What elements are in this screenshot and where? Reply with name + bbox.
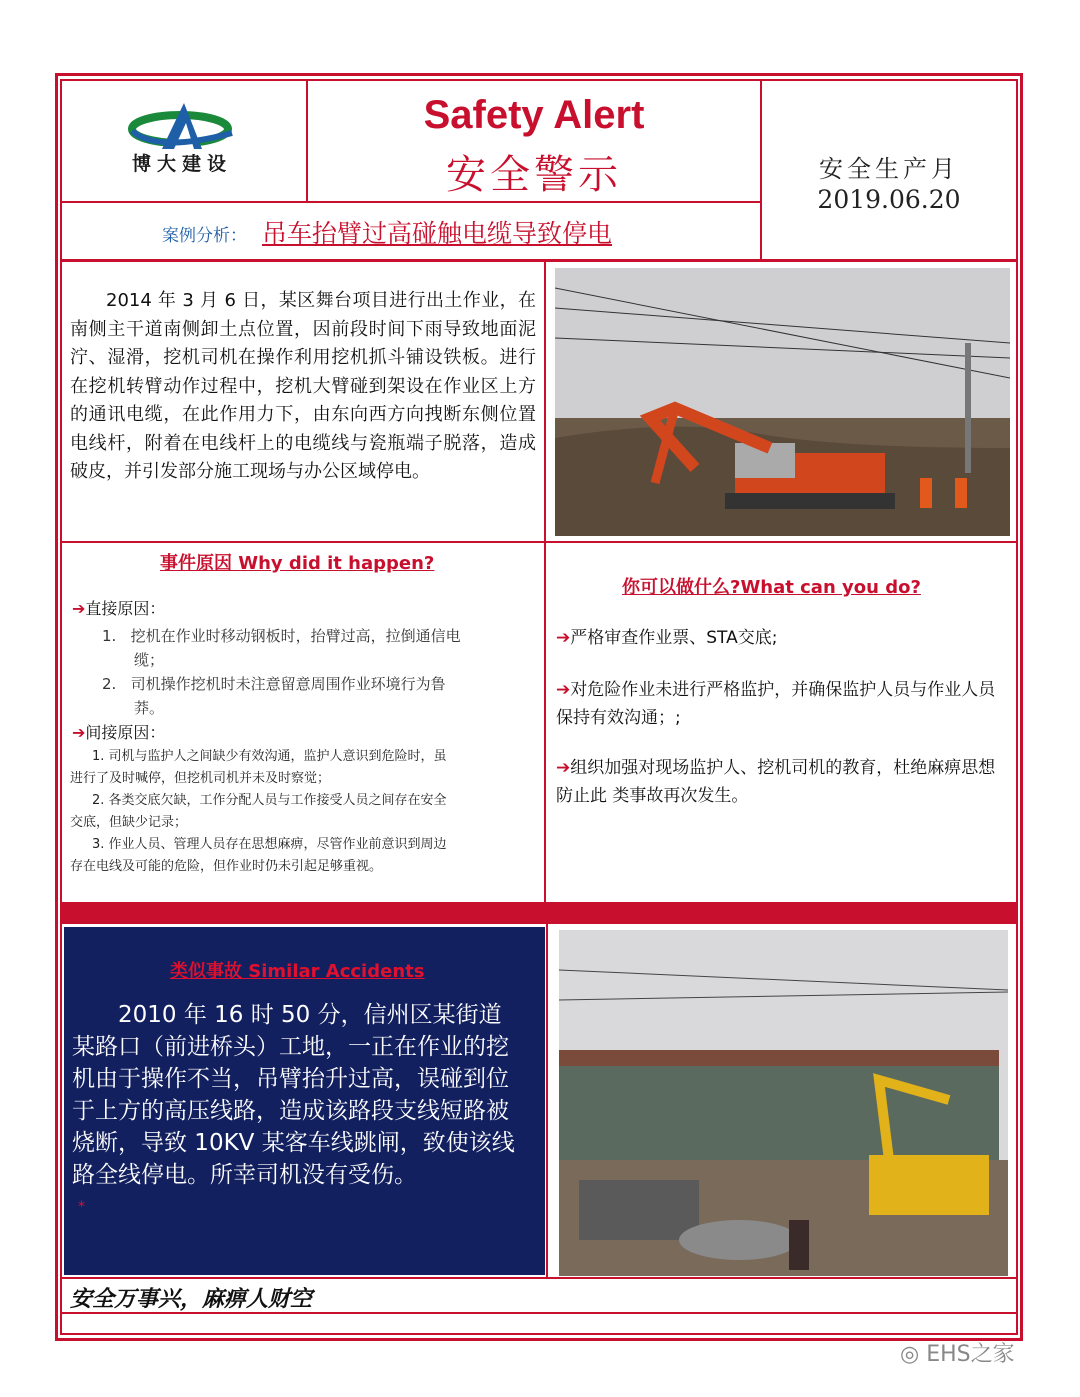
divider (62, 1277, 1016, 1279)
direct-item (102, 624, 461, 672)
similar-accidents-box (64, 927, 545, 1275)
item-text-cont: 莽。 (134, 699, 165, 717)
logo-box (62, 81, 306, 201)
watermark-text: EHS之家 (926, 1342, 1015, 1367)
case-row (62, 203, 760, 259)
direct-cause-heading (72, 596, 165, 619)
month-box (762, 81, 1016, 261)
item-num: 2. (102, 675, 117, 693)
star-mark: * (78, 1199, 85, 1215)
arrow-icon: ➔ (556, 680, 571, 700)
indirect-item (70, 790, 538, 834)
similar-text: 2010 年 16 时 50 分，信州区某街道某路口（前进桥头）工地，一正在作业的挖机由于操作不当，吊臂抬升过高，误碰到位于上方的高压线路，造成该路段支线短路被烧断，导致 10KV 某客车线跳闸，致使该线路全线停电。所幸司机没有受伤。 (72, 1002, 515, 1188)
excavator-photo (555, 268, 1010, 536)
item-line: 进行了及时喊停，但挖机司机并未及时察觉； (70, 771, 331, 786)
construction-site-photo (559, 930, 1008, 1276)
arrow-icon: ➔ (72, 723, 86, 742)
month-label: 安全生产月 (819, 155, 959, 183)
item-line: 1. 司机与监护人之间缺少有效沟通，监护人意识到危险时，虽 (92, 749, 447, 764)
indirect-item (70, 746, 538, 790)
company-logo (62, 81, 306, 201)
similar-title: 类似事故 Similar Accidents (170, 961, 425, 982)
todo-item (556, 624, 1012, 652)
indirect-item (70, 834, 538, 878)
todo-text: 组织加强对现场监护人、挖机司机的教育，杜绝麻痹思想防止此 类事故再次发生。 (556, 758, 996, 806)
todo-title: 你可以做什么?What can you do? (622, 577, 921, 598)
why-title: 事件原因 Why did it happen? (160, 553, 435, 574)
title-en: Safety Alert (423, 93, 645, 137)
todo-item (556, 676, 1012, 732)
item-num: 1. (102, 627, 117, 645)
arrow-icon: ➔ (556, 628, 571, 648)
title-box (308, 81, 760, 201)
red-band (62, 902, 1016, 924)
date: 2019.06.20 (817, 185, 961, 214)
item-text: 司机操作挖机时未注意留意周围作业环境行为鲁 (130, 675, 446, 693)
todo-text: 严格审查作业票、STA交底; (570, 628, 778, 648)
wechat-icon: ◎ (900, 1342, 920, 1367)
direct-cause-label: 直接原因： (85, 599, 166, 618)
item-text-cont: 缆； (134, 651, 165, 669)
divider (62, 541, 1016, 543)
todo-item (556, 754, 1012, 810)
item-line: 交底，但缺少记录； (70, 815, 188, 830)
title-cn: 安全警示 (446, 152, 622, 198)
direct-item (102, 672, 446, 720)
case-title: 吊车抬臂过高碰触电缆导致停电 (262, 219, 613, 248)
logo-text: 博大建设 (132, 153, 233, 175)
item-line: 2. 各类交底欠缺，工作分配人员与工作接受人员之间存在安全 (92, 793, 447, 808)
indirect-cause-heading (72, 720, 165, 743)
footer-slogan: 安全万事兴，麻痹人财空 (70, 1287, 313, 1312)
arrow-icon: ➔ (72, 599, 86, 618)
watermark (900, 1337, 1015, 1368)
todo-text: 对危险作业未进行严格监护，并确保监护人员与作业人员保持有效沟通；; (556, 680, 996, 728)
indirect-cause-label: 间接原因： (85, 723, 166, 742)
story-text: 2014 年 3 月 6 日，某区舞台项目进行出土作业，在南侧主干道南侧卸土点位置，因前段时间下雨导致地面泥泞、湿滑，挖机司机在操作利用挖机抓斗铺设铁板。进行在挖机转臂动作过程中，挖机大臂碰到架设在作业区上方的通讯电缆，在此作用力下，由东向西方向拽断东侧位置电线杆，附着在电线杆上的电缆线与瓷瓶端子脱落，造成破皮，并引发部分施工现场与办公区域停电。 (70, 290, 536, 482)
divider (544, 262, 546, 902)
arrow-icon: ➔ (556, 758, 571, 778)
item-text: 挖机在作业时移动钢板时，抬臂过高，拉倒通信电 (130, 627, 461, 645)
item-line: 存在电线及可能的危险，但作业时仍未引起足够重视。 (70, 859, 383, 874)
case-label: 案例分析： (162, 226, 247, 246)
divider (546, 924, 548, 1277)
item-line: 3. 作业人员、管理人员存在思想麻痹，尽管作业前意识到周边 (92, 837, 447, 852)
